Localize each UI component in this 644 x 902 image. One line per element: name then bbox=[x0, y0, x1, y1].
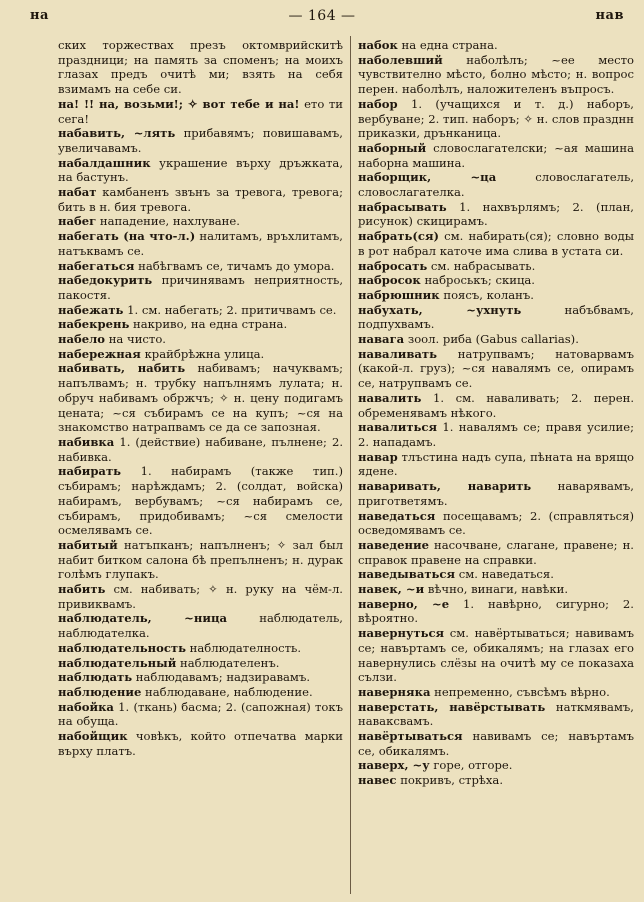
entry-definition: на чисто. bbox=[108, 332, 166, 347]
dictionary-entry bbox=[58, 273, 343, 302]
entry-definition: наблюдателность. bbox=[189, 640, 302, 655]
running-head-right: нав bbox=[595, 8, 624, 23]
entry-definition: поясъ, коланъ. bbox=[443, 287, 534, 302]
entry-headword: набок bbox=[358, 38, 398, 52]
dictionary-entry bbox=[58, 332, 343, 347]
entry-headword: набросок bbox=[358, 273, 421, 288]
dictionary-entry bbox=[58, 538, 343, 582]
entry-definition: на една страна. bbox=[401, 38, 498, 52]
entry-definition: см. набрасывать. bbox=[430, 258, 536, 273]
entry-headword: наваливать bbox=[358, 346, 437, 361]
dictionary-entry bbox=[358, 567, 634, 582]
dictionary-entry bbox=[358, 391, 634, 420]
entry-definition: 1. нахвърлямъ; 2. (план, рисунок) скицирамъ. bbox=[358, 199, 634, 229]
dictionary-entry bbox=[358, 273, 634, 288]
entry-definition: тлъстина надъ супа, пѣната на врящо ядене. bbox=[358, 449, 634, 479]
entry-definition: накриво, на една страна. bbox=[133, 317, 288, 332]
entry-headword: набедокурить bbox=[58, 273, 153, 288]
entry-headword: наблюдение bbox=[58, 684, 142, 699]
dictionary-entry bbox=[358, 700, 634, 729]
entry-headword: набекрень bbox=[58, 317, 130, 332]
dictionary-entry bbox=[58, 670, 343, 685]
entry-definition: крайбрѣжна улица. bbox=[144, 346, 265, 361]
page-number: — 164 — bbox=[288, 8, 356, 24]
dictionary-entry bbox=[58, 729, 343, 758]
entry-definition: налитамъ, връхлитамъ, натъквамъ се. bbox=[58, 229, 343, 258]
entry-headword: навар bbox=[358, 449, 398, 464]
entry-headword: набивка bbox=[58, 434, 115, 449]
dictionary-entry bbox=[58, 38, 343, 97]
entry-headword: набавить, ~лять bbox=[58, 126, 176, 141]
dictionary-entry bbox=[358, 200, 634, 229]
entry-definition: ето ти сега! bbox=[58, 96, 343, 126]
dictionary-entry bbox=[358, 141, 634, 170]
entry-headword: наверно, ~е bbox=[358, 596, 450, 611]
entry-headword: набело bbox=[58, 332, 106, 347]
entry-headword: наблюдатель, ~ница bbox=[58, 611, 228, 626]
entry-headword: набег bbox=[58, 214, 97, 229]
entry-definition: словослагателски; ~ая машина наборна машина. bbox=[358, 140, 634, 170]
entry-definition: 1. (действие) набиване, пълнене; 2. набивка. bbox=[58, 434, 343, 464]
dictionary-entry bbox=[58, 656, 343, 671]
entry-headword: набросать bbox=[358, 258, 428, 273]
entry-definition: ских торжествах презъ октомврийскитѣ праздници; на память за споменъ; на моихъ глазах предъ очитѣ ми; взять на себя взимамъ на себе си. bbox=[58, 38, 343, 97]
dictionary-entry bbox=[358, 332, 634, 347]
entry-headword: наверх, ~у bbox=[358, 758, 430, 773]
entry-headword: навес bbox=[358, 773, 397, 788]
entry-definition: наблюдавамъ; надзиравамъ. bbox=[135, 670, 311, 685]
entry-definition: набивамъ; начуквамъ; напълвамъ; н. трубку напълнямъ лулата; н. обруч набивамъ обржчъ; ✧ н. цену подигамъ цената; ~ся събирамъ се на купъ; ~ся на знакомство натрапвамъ се да се запозная. bbox=[58, 361, 343, 435]
entry-headword: набойка bbox=[58, 699, 114, 714]
dictionary-entry bbox=[358, 303, 634, 332]
entry-definition: набѣгвамъ се, тичамъ до умора. bbox=[138, 258, 335, 273]
entry-definition: горе, отгоре. bbox=[433, 758, 513, 773]
entry-definition: вѣчно, винаги, навѣки. bbox=[427, 582, 569, 597]
running-head-left: на bbox=[30, 8, 49, 23]
entry-headword: наблюдательный bbox=[58, 655, 177, 670]
entry-headword: набрасывать bbox=[358, 199, 447, 214]
dictionary-entry bbox=[358, 729, 634, 758]
dictionary-entry bbox=[58, 582, 343, 611]
entry-definition: см. набивать; ✧ н. руку на чём-л. привиквамъ. bbox=[58, 582, 343, 611]
dictionary-entry bbox=[358, 509, 634, 538]
dictionary-entry bbox=[58, 685, 343, 700]
entry-headword: набирать bbox=[58, 464, 122, 479]
entry-headword: набежать bbox=[58, 302, 124, 317]
entry-definition: насочване, слагане, правене; н. справок правене на справки. bbox=[358, 537, 634, 567]
entry-definition: причинявамъ неприятность, пакостя. bbox=[58, 273, 343, 302]
dictionary-entry bbox=[358, 538, 634, 567]
entry-definition: см. навёртываться; навивамъ се; навъртамъ се, обикалямъ; на глазах его навернулись слёзы на очитѣ му се показаха сълзи. bbox=[358, 626, 634, 685]
entry-definition: 1. набирамъ (также тип.) събирамъ; нарѣждамъ; 2. (солдат, войска) набирамъ, вербувамъ; ~ся набирамъ се, събирамъ, придобивамъ; ~ся смелости осмелявамъ се. bbox=[58, 464, 343, 538]
dictionary-entry bbox=[58, 464, 343, 538]
entry-headword: навалить bbox=[358, 390, 422, 405]
entry-definition: наброськъ; скица. bbox=[424, 273, 535, 288]
entry-headword: набегать (на что-л.) bbox=[58, 229, 196, 244]
entry-headword: наведение bbox=[358, 537, 429, 552]
entry-headword: набрать(ся) bbox=[358, 229, 439, 244]
entry-definition: наблюдатель, наблюдателка. bbox=[58, 611, 343, 641]
dictionary-entry bbox=[58, 126, 343, 155]
right-column bbox=[358, 38, 634, 896]
entry-definition: 1. см. наваливать; 2. перен. обременявамъ нѣкого. bbox=[358, 390, 634, 420]
entry-headword: набор bbox=[358, 96, 398, 111]
dictionary-entry bbox=[358, 288, 634, 303]
entry-headword: навага bbox=[358, 332, 405, 347]
dictionary-entry bbox=[358, 597, 634, 626]
dictionary-entry bbox=[358, 758, 634, 773]
entry-headword: набережная bbox=[58, 346, 141, 361]
entry-definition: навивамъ се; навъртамъ се, обикалямъ. bbox=[358, 729, 634, 758]
dictionary-entry bbox=[58, 435, 343, 464]
dictionary-entry bbox=[358, 450, 634, 479]
entry-headword: наблюдательность bbox=[58, 640, 186, 655]
dictionary-entry bbox=[58, 700, 343, 729]
entry-headword: набухать, ~ухнуть bbox=[358, 302, 522, 317]
entry-headword: набитый bbox=[58, 537, 118, 552]
entry-definition: нападение, нахлуване. bbox=[99, 214, 240, 229]
entry-headword: навернуться bbox=[358, 626, 445, 641]
dictionary-entry bbox=[58, 347, 343, 362]
dictionary-entry bbox=[358, 685, 634, 700]
entry-headword: наверстать, навёрстывать bbox=[358, 699, 546, 714]
dictionary-entry bbox=[358, 229, 634, 258]
dictionary-entry bbox=[58, 214, 343, 229]
dictionary-entry bbox=[58, 229, 343, 258]
entry-headword: навалиться bbox=[358, 420, 438, 435]
dictionary-entry bbox=[358, 170, 634, 199]
entry-definition: 1. навалямъ се; правя усилие; 2. нападамъ. bbox=[358, 420, 634, 449]
entry-definition: непременно, съвсѣмъ вѣрно. bbox=[434, 684, 610, 699]
entry-definition: камбаненъ звънъ за тревога, тревога; бить в н. бия тревога. bbox=[58, 185, 343, 214]
entry-definition: прибавямъ; повишавамъ, увеличавамъ. bbox=[58, 126, 343, 155]
entry-headword: наболевший bbox=[358, 52, 443, 67]
entry-definition: украшение върху дръжката, на бастунъ. bbox=[58, 155, 343, 185]
dictionary-entry bbox=[58, 97, 343, 126]
entry-definition: натрупвамъ; натоварвамъ (какой-л. груз); ~ся навалямъ се, опирамъ се, натрупвамъ се. bbox=[358, 346, 634, 391]
dictionary-entry bbox=[58, 611, 343, 640]
entry-definition: човѣкъ, който отпечатва марки върху платъ. bbox=[58, 729, 343, 758]
entry-definition: наболѣлъ; ~ее место чувствително мѣсто, болно мѣсто; н. вопрос перен. наболѣлъ, наложителенъ въпросъ. bbox=[358, 52, 634, 97]
dictionary-entry bbox=[58, 303, 343, 318]
entry-headword: наведываться bbox=[358, 567, 456, 582]
dictionary-entry bbox=[358, 347, 634, 391]
entry-definition: покривъ, стрѣха. bbox=[400, 773, 504, 788]
entry-definition: натъпканъ; напълненъ; ✧ зал был набит битком салона бѣ препълненъ; н. дурак голѣмъ глупакъ. bbox=[58, 537, 343, 582]
entry-definition: набъбвамъ, подпухвамъ. bbox=[358, 302, 634, 332]
entry-definition: 1. (ткань) басма; 2. (сапожная) токъ на обуща. bbox=[58, 699, 343, 729]
entry-headword: набегаться bbox=[58, 258, 135, 273]
entry-headword: навек, ~и bbox=[358, 582, 425, 597]
dictionary-entry bbox=[358, 626, 634, 685]
dictionary-entry bbox=[358, 479, 634, 508]
entry-headword: наборный bbox=[358, 140, 427, 155]
dictionary-entry bbox=[358, 420, 634, 449]
entry-definition: см. набирать(ся); словно воды в рот набрал каточе има слива в устата си. bbox=[358, 229, 634, 258]
column-divider bbox=[350, 36, 351, 894]
entry-headword: наверняка bbox=[358, 684, 431, 699]
entry-headword: набат bbox=[58, 185, 97, 200]
entry-definition: словослагатель, словослагателка. bbox=[358, 170, 634, 200]
left-column bbox=[58, 38, 343, 896]
entry-headword: набалдашник bbox=[58, 155, 151, 170]
entry-headword: навёртываться bbox=[358, 729, 463, 744]
entry-headword: наведаться bbox=[358, 508, 436, 523]
entry-headword: наваривать, наварить bbox=[358, 479, 532, 494]
dictionary-entry bbox=[358, 38, 634, 53]
entry-headword: на! !! на, возьми!; ✧ вот тебе и на! bbox=[58, 96, 300, 111]
entry-definition: 1. навѣрно, сигурно; 2. вѣроятно. bbox=[358, 596, 634, 626]
dictionary-entry bbox=[358, 97, 634, 141]
dictionary-entry bbox=[358, 582, 634, 597]
dictionary-entry bbox=[58, 259, 343, 274]
entry-definition: 1. см. набегать; 2. притичвамъ се. bbox=[127, 302, 337, 317]
entry-definition: наблюдателенъ. bbox=[180, 655, 280, 670]
entry-headword: набрюшник bbox=[358, 287, 440, 302]
dictionary-entry bbox=[58, 641, 343, 656]
dictionary-entry bbox=[58, 185, 343, 214]
entry-definition: наблюдаване, наблюдение. bbox=[145, 684, 313, 699]
dictionary-entry bbox=[358, 53, 634, 97]
entry-definition: 1. (учащихся и т. д.) наборъ, вербуване; 2. тип. наборъ; ✧ н. слов празднн приказки, дрънканица. bbox=[358, 96, 634, 141]
entry-definition: наткмявамъ, наваксвамъ. bbox=[358, 699, 634, 729]
dictionary-entry bbox=[58, 317, 343, 332]
entry-definition: наваpявамъ, пригответямъ. bbox=[358, 479, 634, 508]
entry-definition: зоол. риба (Gabus callarias). bbox=[407, 332, 579, 347]
dictionary-entry bbox=[358, 773, 634, 788]
entry-headword: набойщик bbox=[58, 729, 128, 744]
entry-definition: см. наведаться. bbox=[458, 567, 554, 582]
dictionary-entry bbox=[58, 156, 343, 185]
dictionary-entry bbox=[358, 259, 634, 274]
entry-headword: набивать, набить bbox=[58, 361, 186, 376]
dictionary-entry bbox=[58, 361, 343, 435]
entry-headword: набить bbox=[58, 582, 106, 597]
entry-headword: наблюдать bbox=[58, 670, 133, 685]
entry-headword: наборщик, ~ца bbox=[358, 170, 497, 185]
entry-definition: посещавамъ; 2. (справляться) осведомявамъ се. bbox=[358, 508, 634, 538]
